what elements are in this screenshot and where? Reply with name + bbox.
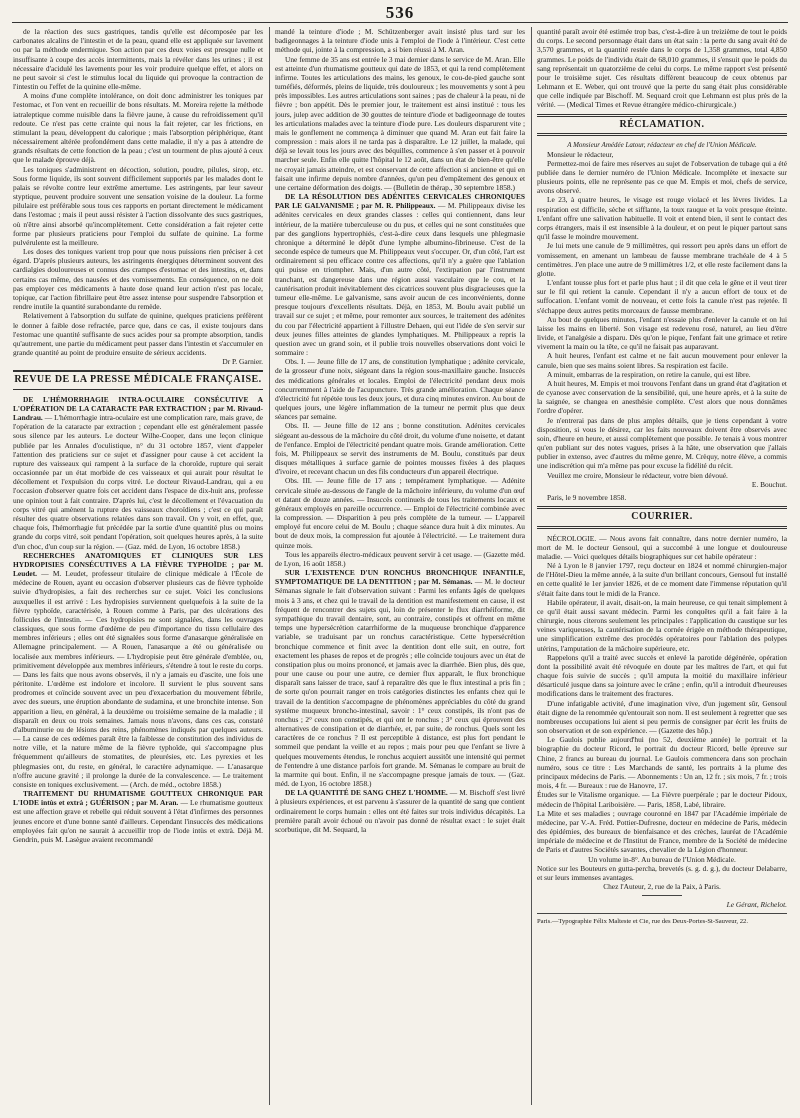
divider [537,913,787,914]
letter-paragraph: A minuit, embarras de la respiration, on retire la canule, qui est libre. [547,369,751,379]
paragraph: NÉCROLOGIE. — Nous avons fait connaître, dans notre dernier numéro, la mort de M. le docteur Gensoul, qui a succombé à une longue et douloureuse maladie. — Voici quelques détails biographiques sur cet habile opérateur : [537,533,787,561]
letter-address: A Monsieur Amédée Latour, rédacteur en chef de l'Union Médicale. [567,140,757,149]
printer-line: Paris.—Typographie Félix Malteste et Cie, rue des Deux-Portes-St-Sauveur, 22. [537,918,748,926]
book-notice-detail: Un volume in-8°. Au bureau de l'Union Médicale. [588,854,736,864]
article [275,788,525,834]
paragraph: Tous les appareils électro-médicaux peuvent servir à cet usage. — (Gazette méd. de Lyon, 16 août 1858.) [275,549,525,568]
article-title: SUR L'EXISTENCE D'UN RONCHUS BRONCHIQUE INFANTILE, SYMPTOMATIQUE DE LA DENTITION ; par M. Sémanas. [275,568,525,587]
column-right [537,27,787,1105]
book-notice: Notice sur les Bouteurs en gutta-percha, brevetés (s. g. d. g.), du docteur Delabarre, et sur leurs immenses avantages. [537,863,787,882]
article-title: DE L'HÉMORRHAGIE INTRA-OCULAIRE CONSÉCUTIVE A L'OPÉRATION DE LA CATARACTE PAR EXTRACTION ; par M. Rivaud-Landrau. [13,394,263,423]
book-notice: Études sur le Vitalisme organique. — La Fièvre puerpérale ; par le docteur Pidoux, médecin de l'hôpital Lariboisière. — Paris, 1858, Labé, libraire. [537,790,787,809]
column-divider [269,27,270,1105]
paragraph: Habile opérateur, il avait, disait-on, la main heureuse, ce qui tenait simplement à ce qu'il était aussi savant médecin. Parmi les conquêtes qu'il a fait faire à la chirurgie, nous citerons seulement les principales : l'application du caustique sur les veines variqueuses, la cautérisation de la cornée érigée en méthode thérapeutique, une simplification extrême des procédés opératoires pour l'ablation des polypes utérins, l'amputation de la mâchoire supérieure, etc. [537,597,787,653]
author-signature: Dr P. Garnier. [222,357,263,367]
gerant-line: Le Gérant, Richelot. [726,900,787,910]
section-heading-reclamation: RÉCLAMATION. [537,114,787,136]
column-divider [531,27,532,1105]
section-heading-revue: REVUE DE LA PRESSE MÉDICALE FRANÇAISE. [13,370,263,389]
article-title: RECHERCHES ANATOMIQUES ET CLINIQUES SUR LES HYDROPISIES CONSÉCUTIVES A LA FIÈVRE TYPHOÏDE ; par M. Leudet. [13,550,263,579]
letter-salutation: Monsieur le rédacteur, [547,149,614,159]
paragraph: Relativement à l'absorption du sulfate de quinine, quelques praticiens préfèrent le donner à faible dose refractée, parce que, dans ce cas, il existe toujours dans l'estomac une quantité suffisante de sucs acides pour sa prompte absorption, tandis qu'autrement, une partie du médicament peut passer dans l'intestin et s'accumuler en grande quantité au point de produire ensuite de sérieux accidents. [13,311,263,358]
letter-paragraph: A huit heures, M. Empis et moi trouvons l'enfant dans un grand état d'agitation et de cyanose avec conservation de la sensibilité, qui, une heure après, et à la suite de la saignée, se changea en anesthésie complète. C'est alors que nous donnâmes l'ordre d'opérer. [537,378,787,416]
letter-signature: E. Bouchut. [751,479,787,489]
article-body: — M. le docteur Sémanas signale le fait d'observation suivant : Parmi les enfants âgés de quelques mois à 3 ans, et chez qui le travail de la dentition est manifestement en cause, il est fréquent de rencontrer des sujets qui, loin de présenter le flux diarrhéiforme, dit sympathique du travail dentaire, sont, au contraire, constipés et offrent en même temps une hypersécrétion catarrhiforme de la muqueuse bronchique d'apparence variable, se traduisant par un ronchus caractéristique. Cette hypersécrétion bronchique commence et finit avec la dentition dont elle suit, en outre, fort exactement les phases de repos et de progrès ; elle coïncide toujours avec un état de constipation plus ou moins prononcé, et jamais avec la diarrhée. Bien plus, dès que, pour une cause ou pour une autre, ce dernier flux apparaît, le flux bronchique disparaît sans laisser de trace, sauf à reparaître dès que le flux intestinal a pris fin ; de sorte qu'on pourrait ranger en trois catégories distinctes les enfants chez qui le travail de la dentition s'accompagne de phénomènes appréciables du côté du grand système muqueux broncho-intestinal, savoir : 1° ceux constipés, ils n'ont pas de ronchus ; 2° ceux non constipés, et qui ont le ronchus ; 3° ceux qui éprouvent des alternatives de constipation et de diarrhée, et, par suite, de ronchus. Quels sont les caractères de ce ronchus ? Il est perceptible à distance, est plus fort pendant le sommeil que pendant la veille et au repos ; mais pour peu que l'enfant se livre à quelques mouvements étendus, le ronchus acquiert aussitôt une intensité qui permet de l'entendre à une distance parfois fort grande. M. Sémanas le compare au bruit de la marmite qui bout. Enfin, il ne s'accompagne presque jamais de toux. — (Gaz. méd. de Lyon, 16 octobre 1858.) [275,577,525,789]
article-title: DE LA RÉSOLUTION DES ADÉNITES CERVICALES CHRONIQUES PAR LE GALVANISME ; par M. R. Philippeaux. [275,192,525,211]
paragraph: Les doses des toniques varient trop pour que nous puissions rien préciser à cet égard. D'après plusieurs auteurs, les astringents énergiques déterminent souvent des cardialgies douloureuses et connus des crampes d'estomac et des intestins, et, dans certains cas même, des nausées et des vomissements. En conséquence, on ne doit pas employer ces médicaments à haute dose quand leur action n'est pas locale, topique, car l'action fibrillaire peut être assez intense pour suspendre l'absorption et rendre inutile la quantité surabondante du remède. [13,247,263,312]
letter-paragraph: Le 23, à quatre heures, le visage est rouge violacé et les lèvres livides. La respiration est difficile, sèche et sifflante, la toux rauque et la voix presque éteinte. L'enfant offre une salivation habituelle. Il voit et entend bien, il sent le contact des corps étrangers, mais il est insensible à la douleur, et on peut le piquer partout sans qu'il fasse le moindre mouvement. [537,195,787,242]
letter-paragraph: L'enfant tousse plus fort et parle plus haut ; il dit que cela le gêne et il veut tirer sur le fil qui retient la canule. Cependant il n'y a aucun effort de toux et de suffocation. L'enfant vomit de nouveau, et cette fois la canule n'est pas rejetée. Il s'échappe deux autres petits morceaux de fausse membrane. [537,278,787,315]
observation: Obs. II. — Jeune fille de 12 ans ; bonne constitution. Adénites cervicales siégeant au-dessous de la mâchoire du côté droit, du volume d'une noisette, et datant de l'enfance. Emploi de l'électricité pendant quatre mois. Grande amélioration. Cette fois, M. Philippeaux se servit des instruments de M. Boulu, constitués par deux disques métalliques à surface garnie de pointes mousses fixées à des plaques d'ivoire, et recevant chacun un des fils conducteurs d'un appareil électrique. [275,421,525,477]
letter-paragraph: Au bout de quelques minutes, l'enfant n'essaie plus d'enlever la canule et on lui laisse les mains en liberté. Son visage est redevenu rosé, naturel, au lieu d'être livide, et l'analgésie a disparu. Dès qu'on le pique, l'enfant fait une grimace et retire vivement la main ou la tête, ce qu'il ne faisait pas auparavant. [537,314,787,352]
article-title: DE LA QUANTITÉ DE SANG CHEZ L'HOMME. [285,788,448,798]
article-body: — M. Bischoff s'est livré à plusieurs expériences, et est parvenu à s'assurer de la quantité de sang que contient ordinairement le corps humain : elles ont été faites sur trois individus décapités. La première paraît avoir échoué ou n'avoir pas donné de résultat exact : le sujet était scorbutique, dit M. Sequard, la [275,788,525,834]
page-number: 536 [385,3,415,22]
letter-paragraph: Je n'entrerai pas dans de plus amples détails, que je tiens cependant à votre disposition, si vous le désirez, car les faits nouveaux doivent être observés avec soin, d'heure en heure, et aussi complètement que possible. Je tenais à vous montrer qu'en publiant sur des notes vagues, prises à la hâte, une observation que j'allais publier in extenso, avec d'autres du même genre, M. Crèquy, notre élève, a commis une indiscrétion qui m'a même pas pour excuse la fidélité du récit. [537,415,787,471]
letter-paragraph: Je lui mets une canule de 9 millimètres, qui ressort peu après dans un effort de vomissement, en amenant un lambeau de fausse membrane trachéale de 4 à 5 centimètres. J'en place une autre de 9 millimètres 1/2, et elle reste facilement dans la glotte. [537,241,787,278]
header-rule [12,22,788,23]
paragraph: quantité paraît avoir été estimée trop bas, c'est-à-dire à un treizième de tout le poids du corps. Le second personnage était dans un état sain : la perte du sang avait été de 3,570 grammes, et la quantité restée dans le corps de 1,358 grammes, total 4,850 grammes. Le poids de l'individu était de 68,010 grammes, il s'ensuit que le poids du sang représentait un quatorzième de celui du corps. Le même rapport s'est présenté pour le troisième sujet. Ces résultats diffèrent beaucoup de ceux obtenus par Lehmann et E. Weber, qui ont trouvé que la perte du sang était plus considérable que celle indiquée par Bischoff. M. Sequard croit que Lehmann est plus près de la vérité. — (Medical Times et Revue étrangère médico-chirurgicale.) [537,27,787,110]
column-left [13,27,263,1105]
paragraph: A moins d'une complète intolérance, on doit donc administrer les toniques par l'estomac, et l'on vent en recueillir de bons résultats. M. Moreira rejette la méthode iatraleptique comme nuisible dans la fièvre jaune, à cause du refroidissement qu'il redoute. Ce n'est pas cette crainte qui nous la fait rejeter, car les frictions, en stimulant la peau, développent du calorique ; mais l'absorption périphérique, étant nécessairement altérée profondément dans cette maladie, il n'y a pas à attendre de grands résultats de cette fonction de la peau ; c'est un tourment de plus ajouté à ceux que le malade éprouve déjà. [13,91,263,165]
letter-closing: Veuillez me croire, Monsieur le rédacteur, votre bien dévoué. [547,470,728,480]
article-title: TRAITEMENT DU RHUMATISME GOUTTEUX CHRONIQUE PAR L'IODE intùs et extrà ; GUÉRISON ; par M. Aran. [13,789,263,808]
observation: Obs. I. — Jeune fille de 17 ans, de constitution lymphatique ; adénite cervicale, de la grosseur d'une noix, siégeant dans la région sous-maxillaire gauche. Insuccès des médications générales et locales. Emploi de l'électricité pendant deux mois concurremment à l'aide de l'acupuncture. Très grande amélioration. Chaque séance d'électricité fut répétée tous les deux jours, et dura cinq minutes environ. Au bout de quelques jours, une légère inflammation de la tumeur ne permit plus que deux séances par semaine. [275,357,525,422]
section-heading-courrier: COURRIER. [537,506,787,528]
book-notice: La Mite et ses maladies ; ouvrage couronné en 1847 par l'Académie impériale de médecine, par V.-A. Fréd. Pottier-Dufresne, docteur en médecine de Paris, médecin des épidémies, des bureaux de bienfaisance et des crèches, lauréat de l'Académie impériale de médecine et de l'Institut de France, membre de la Société de médecine de Paris et d'autres Sociétés savantes, chevalier de la Légion d'honneur. [537,808,787,855]
column-middle [275,27,525,1105]
paragraph: Né à Lyon le 8 janvier 1797, reçu docteur en 1824 et nommé chirurgien-major de l'Hôtel-Dieu la même année, à la suite d'un brillant concours, Gensoul fut installé en cette qualité le 1er janvier 1826, et de ce moment date l'immense réputation qu'il s'était faite dans tout le midi de la France. [537,561,787,598]
article [13,789,263,844]
article [13,551,263,789]
article-body: — L'hémorrhagie intra-oculaire est une complication rare, mais grave, de l'opération de la cataracte par extraction ; cependant elle est généralement passée sous silence par les auteurs. Le docteur Wilhe-Cooper, dans une leçon clinique publiée par les Annales d'oculistique, n° du 31 octobre 1857, vient d'appeler l'attention des praticiens sur ce sujet et d'assigner pour cause à cet accident la rupture des vaisseaux qui rampent à la surface de la choroïde, rupture qui serait occasionnée par un état morbide de ces vaisseaux et qui aurait pour résultat le décollement et l'expulsion du corps vitré. Le docteur Rivaud-Landrau, qui a eu l'occasion d'observer quatre fois cet accident dans l'espace de dix-huit ans, professe une opinion tout à fait contraire. D'après lui, c'est le décollement et l'évacuation du corps vitré qui amènent la rupture des vaisseaux choroïdiens ; c'est ce qui paraît résulter des quatre observations relatées dans son travail. On y voit, en effet, que, chaque fois, l'hémorrhagie fut précédée par la sortie d'une quantité plus ou moins grande du corps vitré, soit pendant l'opération, soit quelques heures après, à la suite d'un choc, d'un coup sur la région. — (Gaz. méd. de Lyon, 16 octobre 1858.) [13,413,263,551]
article-body: — M. Philippeaux divise les adénites cervicales en deux grandes classes : celles qui contiennent, dans leur intérieur, de la matière tuberculeuse ou du pus, et celles qui ne sont constituées que par des ganglions hypertrophiés, c'est-à-dire ceux dans lesquels une phlegmasie chronique a déterminé le dépôt d'une lymphe albumino-fibrineuse. C'est de la seconde espèce de tumeurs que M. Philippeaux veut s'occuper. Or, d'un côté, l'art est ordinairement si peu efficace contre ces affections, qu'il n'y a guère que l'ablation qui puisse en triompher. Mais, d'un autre côté, l'extirpation par l'instrument tranchant, est dangereuse dans une région aussi vasculaire que le cou, et la cautérisation produit inévitablement des cicatrices souvent plus disgracieuses que la tumeur elle-même. Le galvanisme, sans avoir aucun de ces inconvénients, donne presque toujours d'excellents résultats. Déjà, en 1853, M. Boulu avait publié un travail sur ce sujet ; et même, pour remonter aux sources, le traitement des adénites du cou par l'électricité appartient à l'illustre Dehaen, qui eut l'idée de s'en servir sur deux jeunes filles atteintes de glandes lymphatiques. M. Philippeaux a repris la question avec un grand soin, et il publie trois nouvelles observations dont voici le sommaire : [275,201,525,358]
paragraph: de la réaction des sucs gastriques, tandis qu'elle est décomposée par les carbonates alcalins de l'intestin et de la peau, quand elle est appliquée sur lavement ou par la méthode endermique. Son action par ces deux voies est presque nulle et insuffisante à coupe des accès intermittents, mais la révéler dans les urines ; il est nécessaire d'acidulé les lavements pour les voir produire quelque effet, et alors on ne peut savoir si c'est le stimulus local du liquide qui provoque la contraction de l'intestin ou l'effet de la quinine elle-même. [13,27,263,92]
article [13,395,263,551]
paragraph: mandé la teinture d'iode ; M. Schützenberger avait insisté plus tard sur les badigeonnages à la teinture d'iode unis à l'emploi de l'iode à l'intérieur. C'est cette méthode qui, jointe à la compression, a si bien réussi à M. Aran. [275,27,525,55]
article-body: — M. Leudet, professeur titulaire de clinique médicale à l'École de médecine de Rouen, ayant eu occasion d'observer plusieurs cas de fièvre typhoïde suivie d'hydropisies, a fait des recherches sur ce sujet. Voici les conclusions auxquelles il est arrivé : Les hydropisies surviennent quelquefois à la suite de la fièvre typhoïde, caractérisée, à Rouen comme à Paris, par des ulcérations des follicules de l'intestin. — Ces hydropisies ne sont signalées, dans les ouvrages classiques, que sous forme d'œdème de peu d'importance du tissu cellulaire des membres inférieurs ; elles ont été signalées sous forme d'anasarque généralisée en Allemagne principalement. — A Rouen, l'anasarque a été ou généralisée ou localisée aux membres inférieurs. — L'hydropisie peut être générale d'emblée, ou, primitivement développée aux membres inférieurs, s'étendre à tout le reste du corps. — Dans les faits que nous avons observés, il n'y a jamais eu d'ascite, une fois une péritonite. L'œdème est indolore et incolore. Il survient le plus souvent sans prodromes et coïncide souvent avec un peu d'exacerbation du mouvement fébrile, avec des sueurs, une éruption abondante de sudamina, et une bronchite intense. Son apparition a lieu, en général, à la deuxième ou troisième semaine de la maladie ; il disparaît en deux ou trois semaines. Jamais nous n'avons, dans ces cas, constaté d'albuminurie ou de lésions des reins, phénomènes indiqués par quelques auteurs. — La cause de ces œdèmes paraît être la faiblesse de constitution des individus de notre ville, et la nature même de la fièvre typhoïde, qui s'accompagne plus fréquemment qu'ailleurs de stomatites, de pleurésies, etc. Les pyrexies et les phlegmasies ont, du reste, en général, le caractère adynamique. — L'anasarque n'offre aucune gravité ; il prolonge la durée de la convalescence. — Le traitement consiste en toniques exclusivement. — (Arch. de méd., octobre 1858.) [13,569,263,789]
paragraph: Le Gaulois publie aujourd'hui (no 52, deuxième année) le portrait et la biographie du docteur Ricord, le portrait du docteur Ricord, belle épreuve sur Chine, 2 francs au bureau du journal. Le Gaulois commencera dans son prochain numéro, sous ce titre : Les Marchands de santé, les portraits à la plume des principaux médecins de Paris. — Abonnements : Un an, 12 fr. ; six mois, 7 fr. ; trois mois, 4 fr. — Bureaux : rue de Hanovre, 17. [537,735,787,791]
paragraph: Les toniques s'administrent en décoction, solution, poudre, pilules, sirop, etc. Sous forme liquide, ils sont souvent difficilement supportés par les malades dont le palais se révolte contre leur extrême amertume. Les astringents, par leur saveur styptique, peuvent produire souvent une sensation voisine de la douleur. La forme pilulaire est préférable sous tous ces rapports en portant directement le médicament dans l'estomac ; mais il peut aussi résister à l'action dissolvante des sucs gastriques, où n'être ainsi absorbé qu'incomplètement. Cette considération a fait rejeter cette forme par plusieurs praticiens pour l'emploi du sulfate de quinine. La forme pulvérulente est la meilleure. [13,164,263,247]
observation: Obs. III. — Jeune fille de 17 ans ; tempérament lymphatique. — Adénite cervicale située au-dessous de l'angle de la mâchoire inférieure, du volume d'un œuf et datant de douze années. — Insuccès continuels de tous les traitements locaux et généraux employés en pareille occurrence. — Emploi de l'électricité combinée avec la compression. — Disparition à peu près complète de la tumeur. — L'appareil employé fut encore celui de M. Boulu ; chaque séance dura huit à dix minutes. Au bout de deux mois, la compression fut ajoutée à l'électricité. — Le traitement dura quinze mois. [275,476,525,550]
article [275,568,525,788]
letter-paragraph: A huit heures, l'enfant est calme et ne fait aucun mouvement pour enlever la canule, bien que ses mains soient libres. Sa respiration est facile. [537,351,787,370]
paragraph: Rappelons qu'il a traité avec succès et enlevé la parotide dégénérée, opération dont la possibilité avait été révoquée en doute par les maîtres de l'art, et qui fut chaque fois suivie de succès ; qu'il amputa la moitié du maxillaire inférieur désarticulé jusque dans sa jointure avec le crâne ; enfin, qu'il a introduit d'heureuses modifications dans le traitement des fractures. [537,652,787,699]
letter-date: Paris, le 9 novembre 1858. [547,492,627,502]
paragraph: Une femme de 35 ans est entrée le 3 mai dernier dans le service de M. Aran. Elle est atteinte d'un rhumatisme goutteux qui date de 1853, et qui la rend complètement infirme. Toutes les articulations des mains, les genoux, le cou-de-pied gauche sont tuméfiés, déformés, pleins de liquide, très douloureux ; les mouvements y sont à peu près impossibles. Les autres articulations sont saines ; pas de chaleur à la peau, ni de fièvre ; bon appétit. Dès le premier jour, le traitement est ainsi institué : tous les jours, julep avec addition de 30 gouttes de teinture d'iode et badigeonnage de toutes les articulations malades avec la teinture d'iode pure. Les douleurs disparurent vite ; mais le gonflement ne commença à diminuer que quand M. Aran eut fait faire la compression : mais alors il ne tarda pas à disparaître. Le 12 juillet, la malade, qui déjà se levait tous les jours avec des béquilles, commence à s'en passer et à pouvoir marcher seule. Enfin elle quitte l'hôpital le 12 août, dans un état de bien-être qu'elle ne croyait jamais atteindre, et est conservant de cette affection si ancienne et qui en faisait une infirme depuis nombre d'années, qu'un peu d'empâtement des genoux et une certaine déformation des doigts. — (Bulletin de thérap., 30 septembre 1858.) [275,54,525,192]
article [275,192,525,357]
paragraph: D'une infatigable activité, d'une imagination vive, d'un jugement sûr, Gensoul était digne de la renommée qu'entourait son nom. Il est seulement à regretter que ses nombreuses occupations lui aient si peu permis de consigner par écrit les fruits de son observation et de son expérience. — (Gazette des hôp.) [537,698,787,736]
book-notice-detail: Chez l'Auteur, 2, rue de la Paix, à Paris. [603,882,721,892]
letter-paragraph: Permettez-moi de faire mes réserves au sujet de l'observation de tubage qui a été publiée dans le dernier numéro de l'Union Médicale. Incomplète et inexacte sur plusieurs points, elle ne représente pas ce que M. Empis et moi, chefs de service, avons observé. [537,158,787,196]
divider [642,895,682,896]
article-body: — Le rhumatisme goutteux est une affection grave et rebelle qui réduit souvent à l'état d'infirmes des personnes jeunes encore et d'une bonne santé d'ailleurs. Cependant l'insuccès des médications employées fait qu'on ne saurait à accueillir trop de l'iode intùs et extrà. Déjà M. Gendrin, puis M. Lasègue avaient recommandé [13,798,263,844]
